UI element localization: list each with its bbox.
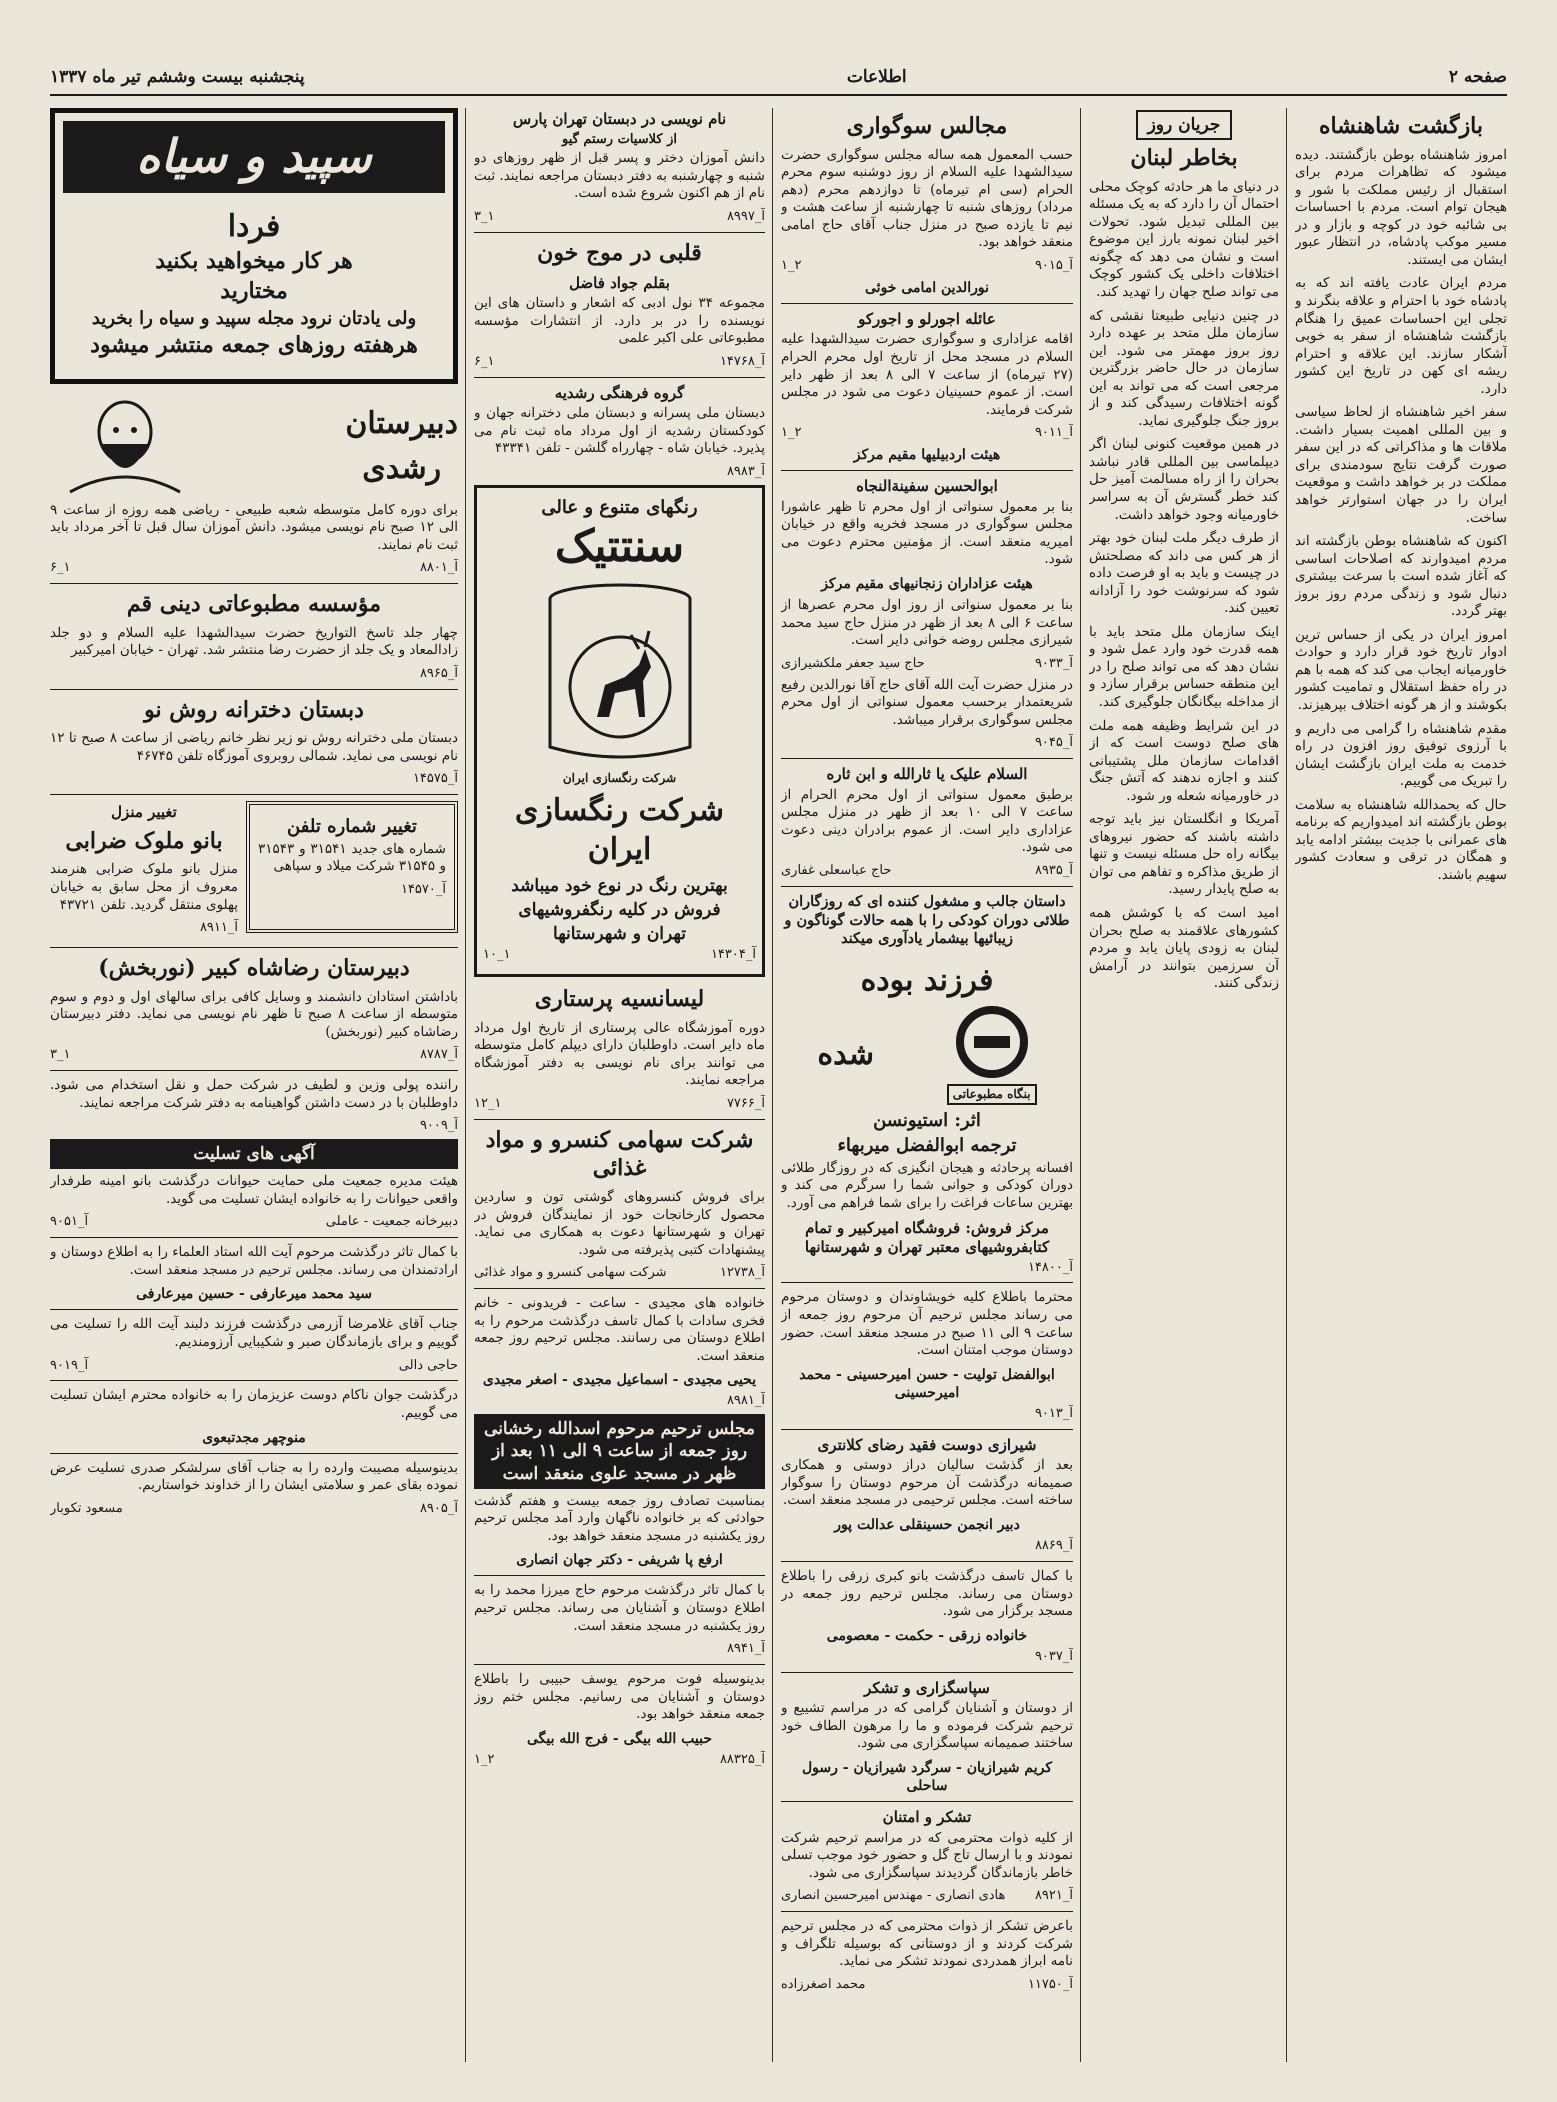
magazine-tagline: فردا bbox=[227, 208, 281, 244]
section-label: جریان روز bbox=[1136, 110, 1233, 140]
ad-code: آ_۸۹۹۷ bbox=[726, 209, 765, 225]
ad-code-line bbox=[50, 666, 458, 683]
ad-code-line bbox=[474, 1752, 765, 1769]
paper-name: اطلاعات bbox=[846, 66, 907, 87]
ad-code-line bbox=[258, 882, 446, 899]
ad-code-line bbox=[474, 1096, 765, 1113]
ad-code-line bbox=[50, 920, 238, 937]
editorial-paragraph: اکنون که شاهنشاه بوطن بازگشته اند مردم امیدوارند که اصلاحات اساسی که آغاز شده است با سرعت بیشتری دنبال شود و زندگی مردم روز بروز بهتر گردد. bbox=[1295, 533, 1507, 620]
column-mourning bbox=[781, 108, 1073, 2062]
book-ad-description: مجموعه ۳۴ نول ادبی که اشعار و داستان های این نویسنده را در بر دارد. از انتشارات مؤسسه مطبوعاتی علی اکبر علمی bbox=[474, 295, 765, 347]
editorial-paragraph: امروز شاهنشاه بوطن بازگشتند. دیده میشود که تظاهرات مردم برای استقبال از رئیس مملکت با شور و هیجان توام است. مردم با احساسات بی شائبه خود در کوچه و بازار و در مسیر موکب پادشاه، در انتظار عبور ایشان می ایستند. bbox=[1295, 146, 1507, 268]
address-change-name: بانو ملوک ضرابی bbox=[65, 827, 223, 854]
notices-row bbox=[50, 801, 458, 941]
page-header bbox=[50, 60, 1507, 96]
editorial-paragraph: مقدم شاهنشاه را گرامی می داریم و با آرزوی توفیق روز افزون در راه خدمت به ملت ایران بازگشت ایشان را تبریک می گوییم. bbox=[1295, 720, 1507, 790]
book-ad-teaser: داستان جالب و مشغول کننده ای که روزگاران طلائی دوران کودکی را با همه حالات گوناگون و زیبائیها بیشمار یادآوری میکند bbox=[784, 892, 1070, 948]
editorial-paragraph: سفر اخیر شاهنشاه از لحاظ سیاسی و بین المللی اهمیت بسیار داشت. ملاقات ها و مذاکراتی که در این سفر صورت گرفت نتایج سودمندی برای مملکت در بر خواهد داشت و موقعیت ایران را در جهان استوارتر خواهد ساخت. bbox=[1295, 404, 1507, 526]
publisher-logo-icon bbox=[956, 1006, 1028, 1078]
institute-ad-title: مؤسسه مطبوعاتی دینی قم bbox=[126, 591, 382, 618]
column-rule bbox=[465, 108, 466, 2062]
magazine-tagline: مختارید bbox=[220, 277, 288, 304]
ad-code: آ_۸۹۱۱ bbox=[199, 920, 238, 936]
ad-code-line bbox=[781, 1406, 1073, 1423]
ad-code: آ_۸۹۸۳ bbox=[726, 463, 765, 479]
magazine-tagline: هرهفته روزهای جمعه منتشر میشود bbox=[90, 331, 418, 358]
ad-code: آ_۱۴۵۷۰ bbox=[400, 881, 446, 897]
school-ad-text: دبستان ملی دخترانه روش نو زیر نظر خانم ریاضی از ساعت ۸ صبح تا ۱۲ نام نویسی می نماید. شمالی روبروی آموزگاه تلفن ۴۶۷۴۵ bbox=[50, 730, 458, 764]
notice-signature: شرکت سهامی کنسرو و مواد غذائی bbox=[474, 1265, 667, 1281]
institute-ad-text: چهار جلد تاسخ التواریخ حضرت سیدالشهدا علیه السلام و دو جلد زادالمعاد و یک جلد از حضرت رضا منتشر شد. تهران - خیابان امیرکبیر bbox=[50, 624, 458, 659]
ad-code: آ_۱۱۷۵۰ bbox=[1027, 1976, 1073, 1992]
ad-code: آ_۱۴۳۰۴ bbox=[710, 947, 756, 963]
issue-date: پنجشنبه بیست وششم تیر ماه ۱۳۳۷ bbox=[50, 66, 305, 87]
book-ad-author: بقلم جواد فاضل bbox=[569, 273, 670, 292]
ad-code-line bbox=[483, 947, 756, 964]
book-title-continued: شده bbox=[817, 1037, 874, 1073]
publisher-name: بنگاه مطبوعاتی bbox=[947, 1084, 1037, 1106]
ad-code: آ_۸۷۸۷ bbox=[419, 1047, 458, 1063]
memorial-banner: مجلس ترحیم مرحوم اسدالله رخشانی روز جمعه از ساعت ۹ الی ۱۱ بعد از ظهر در مسجد علوی منعقد است bbox=[474, 1414, 765, 1488]
notice-heading: تشکر و امتنان bbox=[882, 1808, 972, 1827]
school-ad-name: رشدی bbox=[362, 450, 442, 486]
page-number: صفحه ۲ bbox=[1448, 66, 1507, 87]
ad-code: آ_۸۹۶۵ bbox=[419, 665, 458, 681]
ad-code: آ_۹۰۵۱ bbox=[50, 1214, 89, 1230]
article-paragraph: امید است که با کوشش همه کشورهای علاقمند به صلح بحران لبنان به زودی پایان یابد و مردم آن سرزمین بتوانند در آرامش زندگی کنند. bbox=[1089, 905, 1279, 992]
article-title: بخاطر لبنان bbox=[1130, 145, 1238, 172]
paint-can-label: شرکت رنگسازی ایران bbox=[562, 771, 677, 786]
paint-can-illustration bbox=[483, 577, 756, 767]
ad-code-line bbox=[50, 1047, 458, 1064]
column-rule bbox=[1080, 108, 1081, 2062]
notice-text: درگذشت جوان ناکام دوست عزیزمان را به خانواده محترم ایشان تسلیت می گوییم. bbox=[50, 1387, 458, 1421]
ad-code: آ_۱۴۷۶۸ bbox=[719, 353, 765, 369]
ad-code-line bbox=[474, 1265, 765, 1282]
notice-text: از دوستان و آشنایان گرامی که در مراسم تشییع و ترحیم شرکت فرموده و ما را مرهون الطاف خود ساختند صمیمانه سپاسگزاری می شود. bbox=[781, 1700, 1073, 1752]
paint-company: شرکت رنگسازی ایران bbox=[514, 792, 725, 867]
notice-text: برطبق معمول سنواتی از اول محرم الحرام از ساعت ۷ الی ۱۰ بعد از ظهر در منزل مجلس عزاداری دایر است. از عموم برادران دینی دعوت می شود. bbox=[781, 786, 1073, 856]
notice-signature: هیئت عزاداران زنجانیهای مقیم مرکز bbox=[821, 575, 1033, 592]
notice-signature: یحیی مجیدی - اسماعیل مجیدی - اصغر مجیدی bbox=[482, 1372, 757, 1389]
phone-change-box bbox=[246, 801, 458, 933]
ad-code: آ_۸۹۸۱ bbox=[726, 1393, 765, 1409]
ad-code: آ_۸۸۳۲۵ bbox=[719, 1751, 765, 1767]
notice-text: با کمال تاثر درگذشت مرحوم حاج میرزا محمد را به اطلاع دوستان و آشنایان می رساند. مجلس ترحیم روز یکشنبه در مسجد منعقد است. bbox=[474, 1582, 765, 1634]
ad-code: آ_۸۹۳۵ bbox=[1034, 862, 1073, 878]
magazine-logo: سپید و سیاه bbox=[63, 121, 445, 193]
ad-code-line bbox=[50, 1358, 458, 1375]
phone-change-text: شماره های جدید ۳۱۵۴۱ و ۳۱۵۴۳ و ۳۱۵۴۵ شرکت میلاد و سپاهی bbox=[258, 840, 446, 875]
ad-ref: ۱_۶ bbox=[50, 560, 71, 576]
magazine-advertisement bbox=[50, 108, 458, 384]
ad-code-line bbox=[474, 354, 765, 371]
ad-code: آ_۱۴۸۰۰ bbox=[1027, 1259, 1073, 1275]
notice-text: بنا بر معمول سنواتی از اول محرم تا ظهر عاشورا مجلس سوگواری در مسجد فخریه واقع در خیابان امیریه منعقد است. از مؤمنین محترم دعوت می شود. bbox=[781, 498, 1073, 568]
notice-signature: سید محمد میرعارفی - حسین میرعارفی bbox=[136, 1286, 372, 1303]
notice-text: از کلیه ذوات محترمی که در مراسم ترحیم شرکت نمودند و با ارسال تاج گل و حضور خود موجب تسلی خاطر بازماندگان گردیدند سپاسگزاری می شود. bbox=[781, 1829, 1073, 1881]
notice-heading: السلام علیک یا ثارالله و ابن ثاره bbox=[826, 765, 1028, 784]
ad-code: آ_۹۰۱۵ bbox=[1034, 257, 1073, 273]
column-editorial bbox=[1295, 108, 1507, 2062]
article-paragraph: آمریکا و انگلستان نیز باید توجه داشته باشند که حضور نیروهای بیگانه راه حل مسئله نیست و تنها از طریق مذاکره و تفاهم می توان به صلح پایدار رسید. bbox=[1089, 811, 1279, 898]
notice-heading: عائله اجورلو و اجورکو bbox=[858, 309, 996, 328]
book-author: اثر: استیونسن bbox=[873, 1110, 981, 1132]
school-ad-header bbox=[50, 392, 458, 502]
ad-code-line bbox=[474, 209, 765, 226]
book-ad-brand-row bbox=[781, 1006, 1073, 1105]
notice-text: با کمال تاثر درگذشت مرحوم آیت الله استاد العلماء را به اطلاع دوستان و ارادتمندان می رساند. مجلس ترحیم در مسجد منعقد است. bbox=[50, 1244, 458, 1278]
notice-text: هیئت مدیره جمعیت ملی حمایت حیوانات درگذشت بانو امینه طرفدار واقعی حیوانات را به خانواده ایشان تسلیت می گوید. bbox=[50, 1173, 458, 1207]
ad-code-line bbox=[474, 1641, 765, 1658]
school-ad-text: باداشتن استادان دانشمند و وسایل کافی برای سالهای اول و دوم و سوم متوسطه از ساعت ۸ صبح تا ظهر نام نویسی می نماید. دفتر دبیرستان رضاشاه کبیر (نوربخش) bbox=[50, 988, 458, 1040]
notice-signature: دبیر انجمن حسینقلی عدالت پور bbox=[834, 1517, 1020, 1533]
ad-code: آ_۷۷۶۶ bbox=[726, 1095, 765, 1111]
ad-ref: ۱_۱۰ bbox=[483, 947, 511, 963]
magazine-tagline: ولی یادتان نرود مجله سپید و سیاه را بخرید bbox=[91, 307, 417, 329]
editorial-title: بازگشت شاهنشاه bbox=[1318, 113, 1484, 139]
paint-slogan: فروش در کلیه رنگفروشیهای bbox=[518, 900, 721, 921]
notice-signature: محمد اصغرزاده bbox=[781, 1976, 866, 1992]
article-paragraph: در دنیای ما هر حادثه کوچک محلی احتمال آن را دارد که به یک مسئله بین المللی تبدیل شود. تحولات اخیر لبنان نمونه بارز این موضوع است و نشان می دهد که چگونه اختلافات داخلی یک کشور کوچک می تواند صلح جهان را تهدید کند. bbox=[1089, 178, 1279, 300]
notice-signature: دبیرخانه جمعیت - عاملی bbox=[325, 1214, 458, 1230]
ad-code: آ_۸۹۲۱ bbox=[1034, 1888, 1073, 1904]
book-sale-info: مرکز فروش: فروشگاه امیرکبیر و تمام کتابفروشیهای معتبر تهران و شهرستانها bbox=[804, 1218, 1050, 1257]
book-translator: ترجمه ابوالفضل میربهاء bbox=[837, 1135, 1017, 1157]
editorial-paragraph: حال که بحمدالله شاهنشاه به سلامت بوطن بازگشته اند امیدواریم که برنامه های عمرانی با جدیت بیشتر ادامه یابد و همگان در ترقی و سعادت کشور سهیم باشند. bbox=[1295, 796, 1507, 883]
editorial-paragraph: مردم ایران عادت یافته اند که به پادشاه خود با احترام و علاقه بنگرند و تجلی این احساسات عمیق را هنگام بازگشت شاهنشاه از سفر به خوبی آشکار سازند. این علاقه و احترام ریشه ای کهن در تاریخ این کشور دارد. bbox=[1295, 275, 1507, 397]
book-description: افسانه پرحادثه و هیجان انگیزی که در روزگار طلائی دوران کودکی و جوانی شما را سرگرم می کند و بهترین ساعات فراغت را برای شما فراهم می آورد. bbox=[781, 1159, 1073, 1211]
notice-signature: حاج عباسعلی غفاری bbox=[781, 862, 892, 878]
notice-signature: مسعود تکوبار bbox=[50, 1500, 123, 1516]
notice-heading: نام نویسی در دبستان تهران پارس bbox=[512, 110, 727, 128]
article-paragraph: از طرف دیگر ملت لبنان خود بهتر از هر کس می داند که مصلحتش در چیست و باید به او فرصت داده شود که سرنوشت خود را آزادانه تعیین کند. bbox=[1089, 530, 1279, 617]
notice-signature: هیئت اردبیلیها مقیم مرکز bbox=[853, 447, 1001, 464]
ad-code-line bbox=[50, 1118, 458, 1135]
ad-ref: ۱_۳ bbox=[50, 1047, 71, 1063]
nursing-ad-text: دوره آموزشگاه عالی پرستاری از تاریخ اول مرداد ماه دایر است. داوطلبان دارای دیپلم کامل متوسطه می توانند برای نام نویسی به دفتر آموزشگاه مراجعه نمایند. bbox=[474, 1019, 765, 1089]
paint-can-icon bbox=[535, 577, 705, 767]
ad-code-line bbox=[781, 863, 1073, 880]
magazine-tagline: هر کار میخواهید بکنید bbox=[155, 248, 353, 275]
article-paragraph: اینک سازمان ملل متحد باید با همه قدرت خود وارد عمل شود و نشان دهد که می تواند صلح را در این منطقه حساس برقرار سازد و از مداخله بیگانگان جلوگیری کند. bbox=[1089, 623, 1279, 710]
column-ads bbox=[474, 108, 765, 2062]
article-paragraph: در همین موقعیت کنونی لبنان اگر دیپلماسی بین المللی قادر نباشد بحران را از راه مسالمت آمیز حل کند خطر گسترش آن به سراسر خاورمیانه وجود خواهد داشت. bbox=[1089, 436, 1279, 523]
school-ad-title: دبستان دخترانه روش نو bbox=[144, 696, 364, 723]
phone-change-title: تغییر شماره تلفن bbox=[287, 816, 417, 838]
founder-portrait-icon bbox=[50, 392, 200, 502]
notice-text: بعد از گذشت سالیان دراز دوستی و همکاری صمیمانه درگذشت آن مرحوم دوستان را سوگوار ساخته است. مجلس ترحیمی در مسجد منعقد است. bbox=[781, 1457, 1073, 1509]
ad-code-line bbox=[781, 1260, 1073, 1277]
ad-code-line bbox=[50, 1501, 458, 1518]
ad-code: آ_۹۰۳۷ bbox=[1034, 1648, 1073, 1664]
ad-code: آ_۹۰۱۹ bbox=[50, 1357, 89, 1373]
notice-text: حسب المعمول همه ساله مجلس سوگواری حضرت سیدالشهدا علیه السلام از روز دوشنبه سوم محرم الحرام (سی ام تیرماه) تا دوازدهم محرم (دهم مرداد) روزهای شنبه تا چهارشنبه از ساعت هشت و نیم تا یازده صبح در منزل جناب آقای حاج امامی منعقد خواهد بود. bbox=[781, 146, 1073, 251]
ad-code: آ_۹۰۳۳ bbox=[1034, 655, 1073, 671]
notice-signature: هادی انصاری - مهندس امیرحسین انصاری bbox=[781, 1888, 1006, 1904]
notice-signature: حاج سید جعفر ملکشیرازی bbox=[781, 655, 925, 671]
notice-text: جناب آقای غلامرضا آزرمی درگذشت فرزند دلبند آیت الله را تسلیت می گوییم و برای بازماندگان صبر و شکیبایی آرزومندیم. bbox=[50, 1316, 458, 1350]
ad-code-line bbox=[781, 656, 1073, 673]
ad-code-line bbox=[781, 1649, 1073, 1666]
notice-subheading: از کلاسیات رستم گیو bbox=[561, 131, 677, 147]
book-ad-title: قلبی در موج خون bbox=[537, 239, 702, 266]
column-rule bbox=[1286, 108, 1287, 2062]
ad-ref: ۱_۱۲ bbox=[474, 1095, 502, 1111]
ad-code: آ_۹۰۱۱ bbox=[1034, 425, 1073, 441]
paint-slogan: بهترین رنگ در نوع خود میباشد bbox=[511, 875, 728, 896]
notice-signature: منوچهر مجدتبعوی bbox=[202, 1429, 306, 1446]
ad-code-line bbox=[781, 1888, 1073, 1905]
paint-tagline: رنگهای متنوع و عالی bbox=[541, 496, 698, 518]
notice-signature: ابوالفضل تولیت - حسن امیرحسینی - محمد امیرحسینی bbox=[799, 1366, 1055, 1401]
notice-heading: سپاسگزاری و تشکر bbox=[864, 1678, 990, 1697]
article-paragraph: در این شرایط وظیفه همه ملت های صلح دوست است که از اقدامات سازمان ملل پشتیبانی کنند و اجازه ندهند که آتش جنگ در خاورمیانه شعله ور شود. bbox=[1089, 717, 1279, 804]
ad-code: آ_۸۸۶۹ bbox=[1034, 1538, 1073, 1554]
school-ad-text: برای دوره کامل متوسطه شعبه طبیعی - ریاضی همه روزه از ساعت ۹ الی ۱۲ صبح نام نویسی میشود. دانش آموزان سال قبل تا آخر مرداد باید ثبت نام نمایند. bbox=[50, 501, 458, 553]
editorial-paragraph: امروز ایران در یکی از حساس ترین ادوار تاریخ خود قرار دارد و حوادث خاورمیانه ایجاب می کند که همه با هم در راه حفظ استقلال و تمامیت کشور بکوشند و از هر گونه اختلاف بپرهیزند. bbox=[1295, 626, 1507, 713]
school-ad-title: گروه فرهنگی رشدیه bbox=[554, 383, 685, 402]
notice-text: با کمال تاسف درگذشت بانو کبری زرقی را باطلاع دوستان می رساند. مجلس ترحیم روز جمعه در مسجد برگزار می شود. bbox=[781, 1568, 1073, 1620]
notice-text: باعرض تشکر از ذوات محترمی که در مجلس ترحیم شرکت کردند و از دوستانی که بوسیله تلگراف و نامه ابراز همدردی نمودند تشکر می نماید. bbox=[781, 1918, 1073, 1970]
notice-text: محترما باطلاع کلیه خویشاوندان و دوستان مرحوم می رساند مجلس ترحیم آن مرحوم روز جمعه از ساعت ۹ الی ۱۱ صبح در مسجد منعقد است. حضور دوستان موجب امتنان است. bbox=[781, 1289, 1073, 1359]
column-current-affairs bbox=[1089, 108, 1279, 2062]
notice-signature: ارفع پا شریفی - دکتر جهان انصاری bbox=[516, 1552, 723, 1569]
ad-code: آ_۸۹۰۵ bbox=[419, 1500, 458, 1516]
ad-code-line bbox=[50, 1214, 458, 1231]
ad-code: آ_۹۰۱۳ bbox=[1034, 1405, 1073, 1421]
school-ad-title: دبیرستان bbox=[345, 405, 458, 441]
section-title: مجالس سوگواری bbox=[846, 113, 1008, 139]
book-title: فرزند بوده bbox=[860, 963, 994, 999]
school-ad-title: دبیرستان رضاشاه کبیر (نوربخش) bbox=[98, 954, 410, 981]
nursing-ad-title: لیسانسیه پرستاری bbox=[534, 986, 705, 1013]
notice-signature: کریم شیرازیان - سرگرد شیرازیان - رسول ساحلی bbox=[802, 1759, 1052, 1795]
address-change-notice bbox=[50, 801, 238, 941]
ad-code: آ_۸۸۰۱ bbox=[419, 560, 458, 576]
notice-text: بدینوسیله مصیبت وارده را به جناب آقای سرلشکر صدری تسلیت عرض نموده بقای عمر و سلامتی ایشان را از خداوند خواستاریم. bbox=[50, 1459, 458, 1494]
ad-ref: ۲_۱ bbox=[781, 257, 802, 273]
school-ad-text: دبستان ملی پسرانه و دبستان ملی دخترانه جهان و کودکستان رشدیه از اول مرداد ماه ثبت نام می پذیرد. خیابان شاه - چهارراه گلشن - تلفن ۴۳۳۴۱ bbox=[474, 405, 765, 457]
notice-text: اقامه عزاداری و سوگواری حضرت سیدالشهدا علیه السلام در مسجد محل از تاریخ اول محرم الحرام (۲۷ تیرماه) از ساعت ۷ الی ۸ بعد از ظهر دایر است. از عموم حسینیان دعوت می شود در مجلس شرکت فرمایند. bbox=[781, 331, 1073, 418]
column-classifieds bbox=[50, 108, 458, 2062]
notice-text: در منزل حضرت آیت الله آقای حاج آقا نورالدین رفیع شریعتمدار برحسب معمول سنواتی از اول محرم مجلس سوگواری برقرار میباشد. bbox=[781, 676, 1073, 728]
article-paragraph: در چنین دنیایی طبیعتا نقشی که سازمان ملل متحد بر عهده دارد روز بروز مهمتر می شود. این سازمان در حال حاضر بزرگترین مرجعی است که می تواند به این گونه اختلافات رسیدگی کند و از بروز جنگ جلوگیری نماید. bbox=[1089, 307, 1279, 429]
notice-text: راننده پولی وزین و لطیف در شرکت حمل و نقل استخدام می شود. داوطلبان با در دست داشتن گواهینامه به دفتر شرکت مراجعه نمایند. bbox=[50, 1077, 458, 1111]
notice-text: بمناسبت تصادف روز جمعه بیست و هفتم گذشت حوادثی که بر خانواده ناگهان وارد آمد مجلس ترحیم روز یکشنبه در مسجد منعقد خواهد بود. bbox=[474, 1492, 765, 1544]
notice-signature: نورالدین امامی خوئی bbox=[865, 279, 989, 296]
condolence-section-title: آگهی های تسلیت bbox=[50, 1139, 458, 1169]
ad-ref: ۲_۱ bbox=[781, 425, 802, 441]
ad-code-line bbox=[781, 258, 1073, 275]
paint-advertisement bbox=[474, 485, 765, 978]
ad-ref: ۱_۳ bbox=[474, 209, 495, 225]
ad-code-line bbox=[50, 560, 458, 577]
ad-ref: ۱_۶ bbox=[474, 353, 495, 369]
notice-heading: ابوالحسین سفینةالنجاه bbox=[856, 477, 998, 496]
ad-code-line bbox=[781, 735, 1073, 752]
paint-slogan: تهران و شهرستانها bbox=[553, 924, 686, 945]
notice-text: بنا بر معمول سنواتی از روز اول محرم عصرها از ساعت ۶ الی ۸ بعد از ظهر در منزل حاج سید محمد شیرازی مجلس روضه خوانی دایر است. bbox=[781, 597, 1073, 649]
ad-code-line bbox=[781, 1977, 1073, 1994]
ad-ref: ۲_۱ bbox=[474, 1751, 495, 1767]
ad-code-line bbox=[474, 464, 765, 481]
address-change-text: منزل بانو ملوک ضرابی هنرمند معروف از محل سابق به خیابان پهلوی منتقل گردید. تلفن ۴۳۷۲۱ bbox=[50, 861, 238, 913]
column-rule bbox=[772, 108, 773, 2062]
ad-code: آ_۱۴۵۷۵ bbox=[412, 771, 458, 787]
notice-heading: شیرازی دوست فقید رضای کلانتری bbox=[817, 1435, 1037, 1454]
notice-signature: حبیب الله بیگی - فرج الله بیگی bbox=[527, 1730, 712, 1747]
ad-code: آ_۹۰۴۵ bbox=[1034, 735, 1073, 751]
notice-signature: خانواده زرقی - حکمت - معصومی bbox=[826, 1627, 1028, 1644]
paint-brand: سنتتیک bbox=[554, 520, 685, 572]
company-ad-title: شرکت سهامی کنسرو و مواد غذائی bbox=[485, 1126, 754, 1182]
ad-code: آ_۹۰۰۹ bbox=[419, 1118, 458, 1134]
notice-text: بدینوسیله فوت مرحوم یوسف حبیبی را باطلاع دوستان و آشنایان می رسانیم. مجلس ختم روز جمعه منعقد خواهد بود. bbox=[474, 1670, 765, 1723]
notice-text: دانش آموزان دختر و پسر قبل از ظهر روزهای دو شنبه و چهارشنبه به دفتر دبستان مراجعه نمایند. ثبت نام از هم اکنون شروع شده است. bbox=[474, 150, 765, 202]
ad-code-line bbox=[50, 771, 458, 788]
notice-signature: حاجی دالی bbox=[398, 1357, 458, 1373]
company-ad-text: برای فروش کنسروهای گوشتی تون و ساردین محصول کارخانجات خود از نمایندگان فروش در تهران و شهرستانها دعوت به همکاری می نماید. پیشنهادات کتبی پذیرفته می شود. bbox=[474, 1188, 765, 1258]
ad-code-line bbox=[781, 425, 1073, 442]
ad-code-line bbox=[781, 1538, 1073, 1555]
address-change-title: تغییر منزل bbox=[111, 803, 177, 822]
notice-text: خانواده های مجیدی - ساعت - فریدونی - خانم فخری سادات با کمال تاسف درگذشت مرحوم را به اطلاع دوستان می رسانند. مجلس ترحیم روز جمعه منعقد است. bbox=[474, 1295, 765, 1364]
ad-code: آ_۱۲۷۳۸ bbox=[719, 1265, 765, 1281]
ad-code: آ_۸۹۴۱ bbox=[726, 1641, 765, 1657]
ad-code-line bbox=[474, 1393, 765, 1410]
